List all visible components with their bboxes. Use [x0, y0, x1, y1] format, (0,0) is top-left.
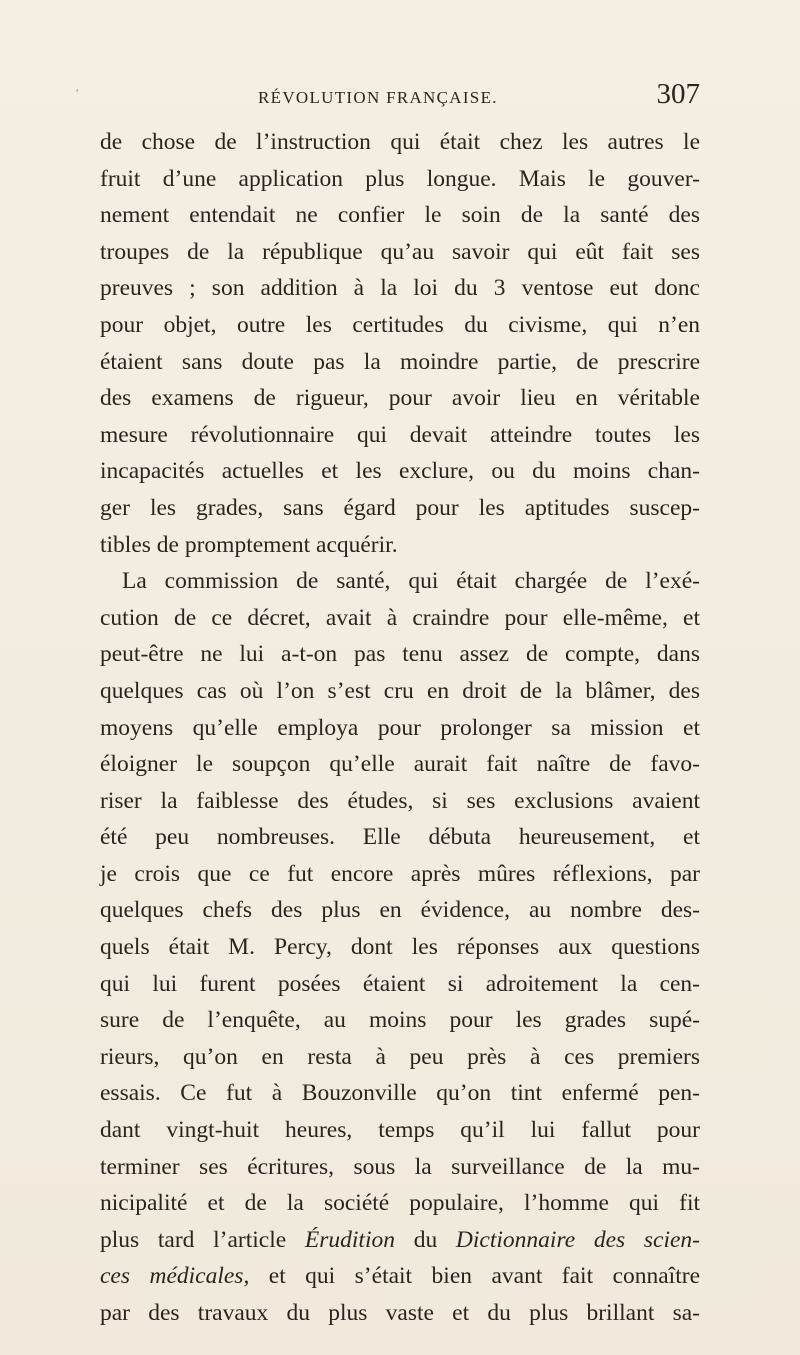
text-line: nicipalité et de la société populaire, l’homme qui fit: [100, 1190, 700, 1217]
text-line: qui lui furent posées étaient si adroitement la cen-: [100, 970, 700, 997]
text-line: par des travaux du plus vaste et du plus brillant sa-: [100, 1300, 700, 1326]
text-line: troupes de la république qu’au savoir qui eût fait ses: [100, 238, 700, 265]
italic-title-dictionnaire: Dictionnaire des scien-: [455, 1226, 700, 1253]
text-line: sure de l’enquête, au moins pour les grades supé-: [100, 1007, 700, 1034]
text-line: éloigner le soupçon qu’elle aurait fait naître de favo-: [100, 751, 700, 778]
text-line: dant vingt-huit heures, temps qu’il lui fallut pour: [100, 1117, 700, 1144]
text-line: La commission de santé, qui était chargée de l’exé-: [122, 568, 700, 595]
text-line: quelques cas où l’on s’est cru en droit de la blâmer, des: [100, 677, 700, 704]
page-header: [100, 78, 700, 122]
text-line: riser la faiblesse des études, si ses exclusions avaient: [100, 787, 700, 814]
italic-title-erudition: Érudition: [304, 1226, 395, 1253]
text-line: été peu nombreuses. Elle débuta heureusement, et: [100, 824, 700, 851]
italic-title-medicales: médicales: [149, 1263, 244, 1290]
text-line: pour objet, outre les certitudes du civisme, qui n’en: [100, 311, 700, 338]
text-line: terminer ses écritures, sous la surveillance de la mu-: [100, 1153, 700, 1180]
text-line: de chose de l’instruction qui était chez les autres le: [100, 129, 700, 155]
text-line: étaient sans doute pas la moindre partie, de prescrire: [100, 348, 700, 375]
text-line: quelques chefs des plus en évidence, au nombre des-: [100, 897, 700, 924]
text-line: essais. Ce fut à Bouzonville qu’on tint enfermé pen-: [100, 1080, 700, 1107]
text-line: peut-être ne lui a-t-on pas tenu assez de compte, dans: [100, 641, 700, 668]
text-line: incapacités actuelles et les exclure, ou du moins chan-: [100, 458, 700, 485]
text-line: preuves ; son addition à la loi du 3 ventose eut donc: [100, 275, 700, 302]
running-head: RÉVOLUTION FRANÇAISE.: [258, 88, 498, 107]
text-line: mesure révolutionnaire qui devait atteindre toutes les: [100, 421, 700, 448]
text-line-with-italics: [100, 1258, 700, 1295]
text-line: quels était M. Percy, dont les réponses aux questions: [100, 934, 700, 961]
body-text: [100, 124, 700, 1332]
text-line-with-italics: [100, 1222, 700, 1259]
margin-tick: ʹ: [76, 86, 79, 100]
text-line: nement entendait ne confier le soin de la santé des: [100, 202, 700, 229]
text-segment: plus tard l’article: [100, 1226, 305, 1253]
text-segment: du: [395, 1226, 456, 1253]
text-line: moyens qu’elle employa pour prolonger sa mission et: [100, 714, 700, 741]
text-segment: ces: [100, 1263, 150, 1290]
text-line: cution de ce décret, avait à craindre pour elle-même, et: [100, 604, 700, 631]
page-number: 307: [656, 78, 700, 110]
text-line: tibles de promptement acquérir.: [100, 531, 398, 558]
text-line: des examens de rigueur, pour avoir lieu en véritable: [100, 385, 700, 412]
text-line: rieurs, qu’on en resta à peu près à ces premiers: [100, 1043, 700, 1070]
text-line: ger les grades, sans égard pour les aptitudes suscep-: [100, 494, 700, 521]
text-segment: , et qui s’était bien avant fait connaître: [243, 1263, 700, 1290]
text-line: je crois que ce fut encore après mûres réflexions, par: [100, 860, 700, 887]
text-line: fruit d’une application plus longue. Mais le gouver-: [100, 165, 700, 192]
